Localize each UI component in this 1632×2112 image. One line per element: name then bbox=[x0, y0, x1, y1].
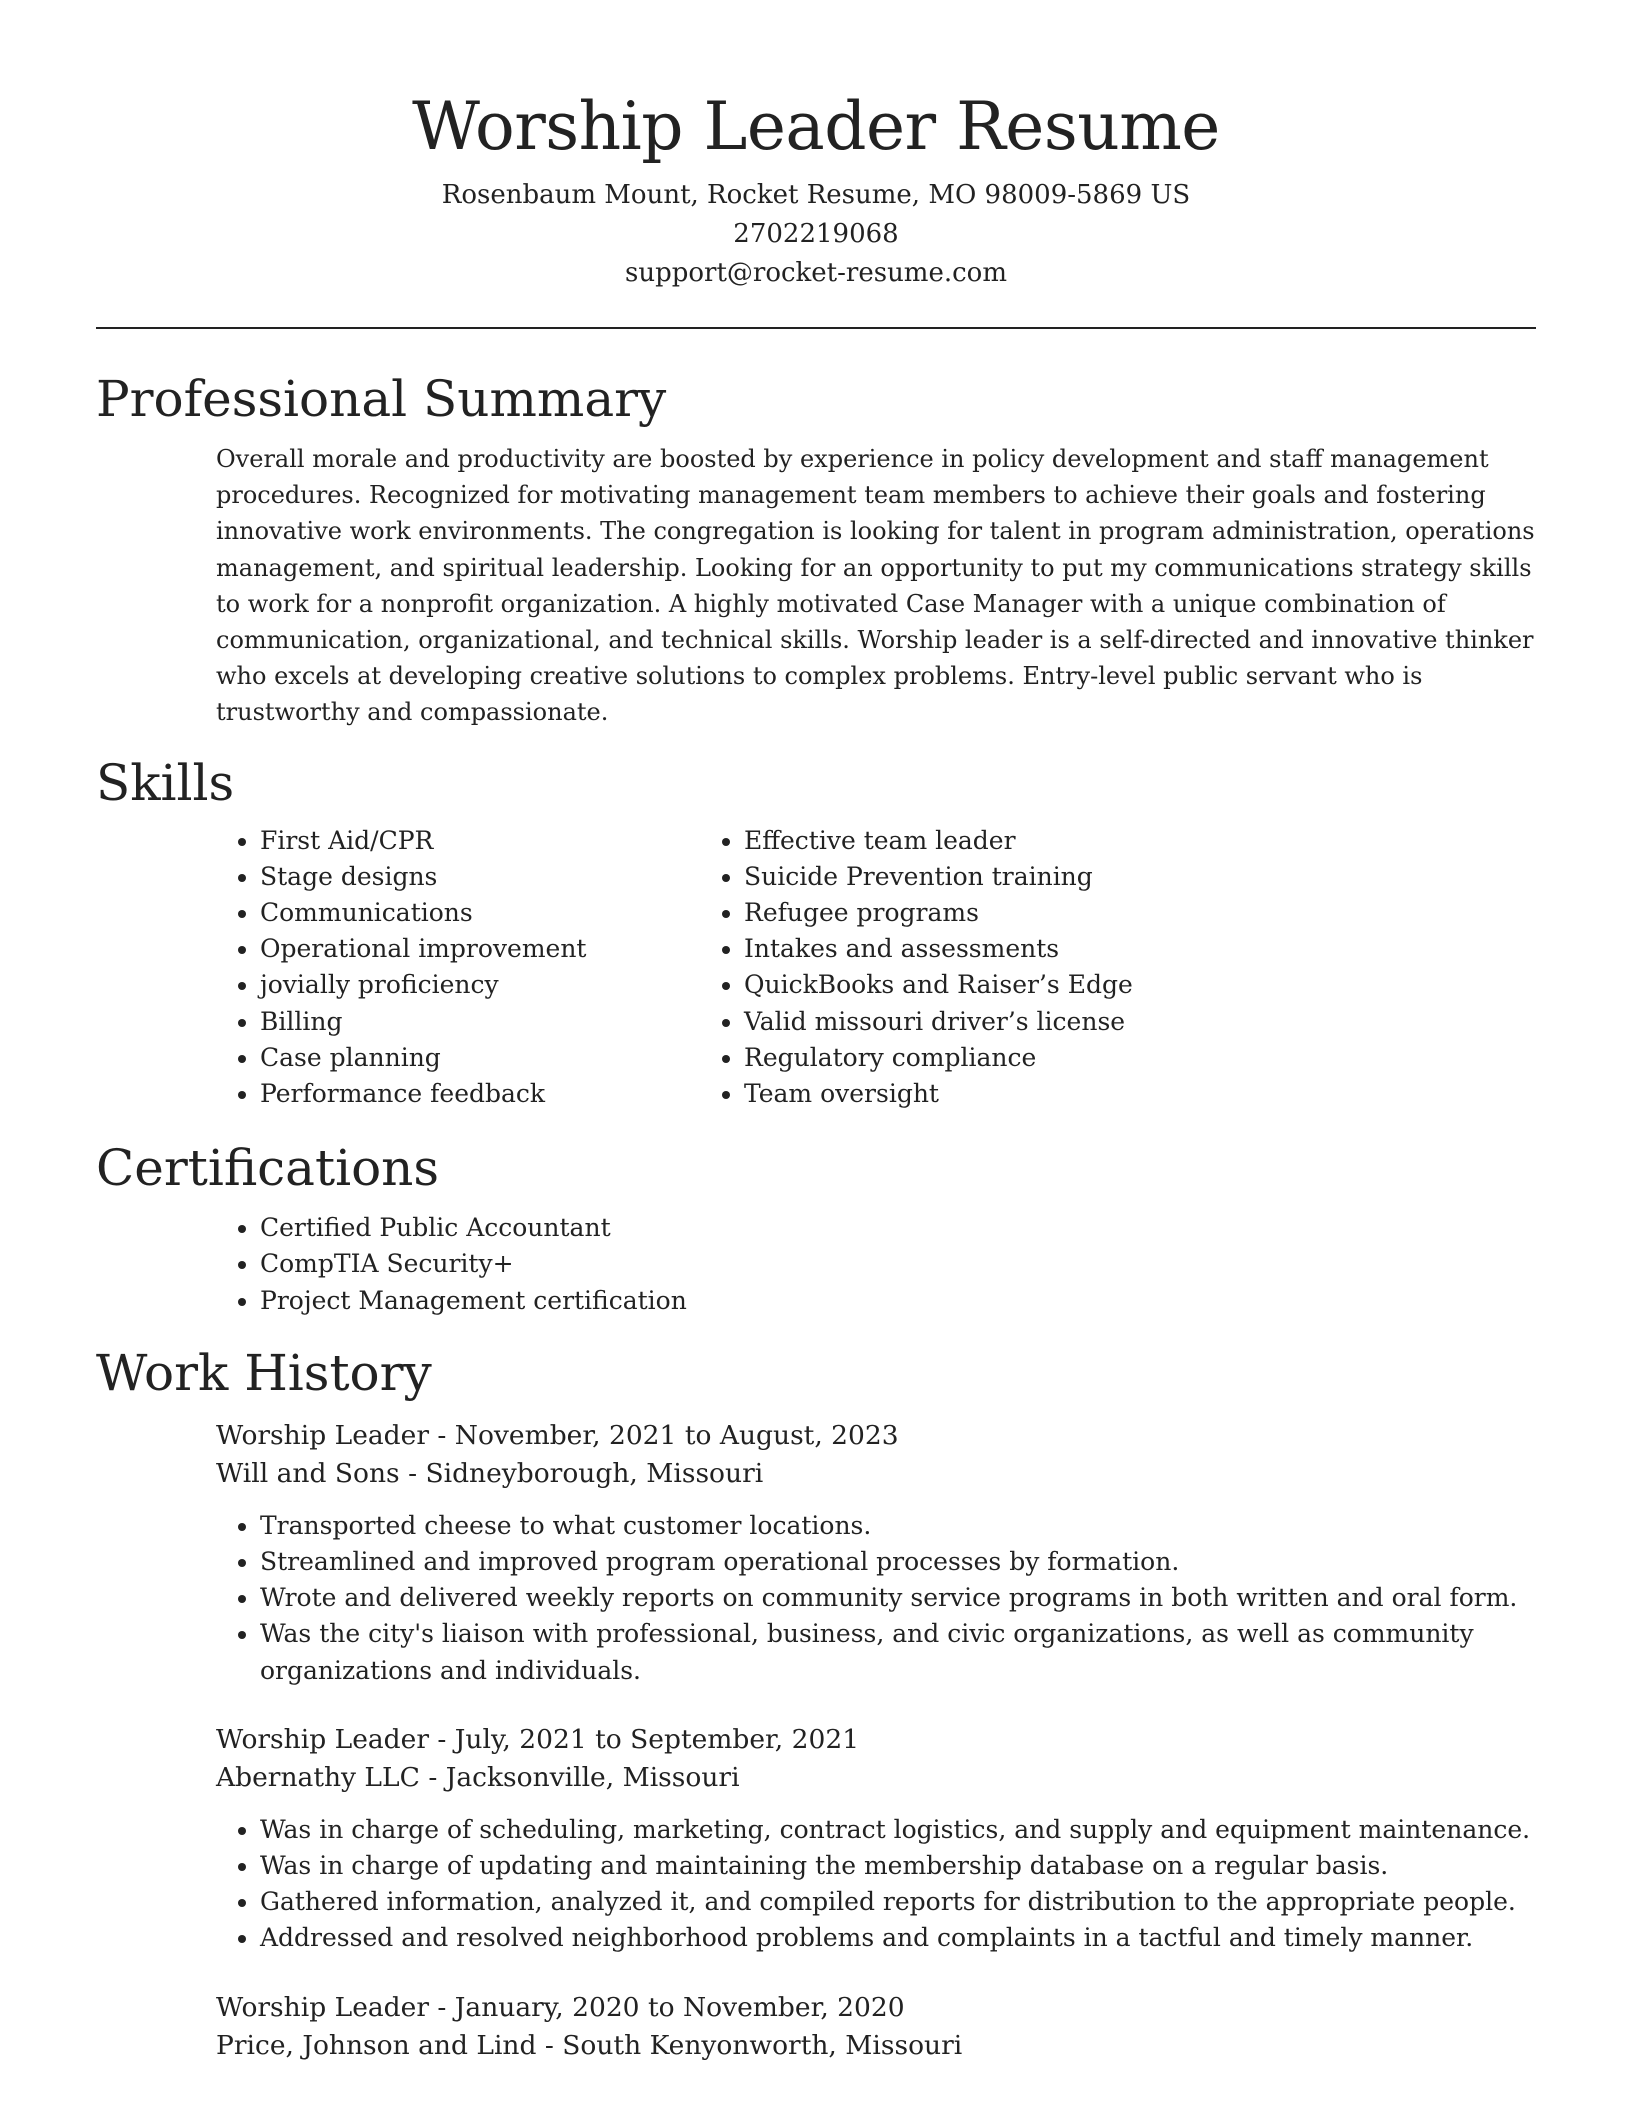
skill-item: • Performance feedback bbox=[260, 1076, 744, 1112]
resume-title: Worship Leader Resume bbox=[412, 88, 1220, 165]
certifications-heading: Certifications bbox=[96, 1139, 440, 1198]
summary-text: Overall morale and productivity are boosted by experience in policy development and staff management procedures. Recognized for motivating management team members to achieve their goals and fostering innovative work environments. The congregation is looking for talent in program administration, operations management, and spiritual leadership. Looking for an opportunity to put my communications strategy skills to work for a nonprofit organization. A highly motivated Case Manager with a unique combination of communication, organizational, and technical skills. Worship leader is a self-directed and innovative thinker who excels at developing creative solutions to complex problems. Entry-level public servant who is trustworthy and compassionate. bbox=[216, 445, 1535, 727]
skill-item: • jovially proficiency bbox=[260, 967, 744, 1003]
job-entry bbox=[216, 1989, 1536, 2065]
skills-list-right bbox=[744, 823, 1228, 1113]
skill-item: • First Aid/CPR bbox=[260, 823, 744, 859]
job-bullets bbox=[216, 1812, 1536, 1957]
resume-header bbox=[96, 0, 1536, 293]
job-bullet: • Was in charge of updating and maintaining the membership database on a regular basis. bbox=[260, 1848, 1536, 1884]
job-bullet: • Streamlined and improved program operational processes by formation. bbox=[260, 1544, 1536, 1580]
skill-item: • Communications bbox=[260, 895, 744, 931]
skill-item: • Stage designs bbox=[260, 859, 744, 895]
skill-item: • Operational improvement bbox=[260, 931, 744, 967]
resume-page bbox=[96, 0, 1536, 2065]
skill-item: • Suicide Prevention training bbox=[744, 859, 1228, 895]
skills-columns bbox=[96, 823, 1536, 1113]
job-company: Will and Sons - Sidneyborough, Missouri bbox=[216, 1457, 764, 1489]
job-title: Worship Leader - July, 2021 to September, 2021 bbox=[216, 1723, 860, 1755]
skill-item: • Refugee programs bbox=[744, 895, 1228, 931]
skills-heading: Skills bbox=[96, 753, 235, 812]
skill-item: • Intakes and assessments bbox=[744, 931, 1228, 967]
contact-email: support@rocket-resume.com bbox=[624, 258, 1007, 288]
header-divider bbox=[96, 327, 1536, 329]
job-title: Worship Leader - January, 2020 to November, 2020 bbox=[216, 1991, 905, 2023]
job-bullet: • Was in charge of scheduling, marketing, contract logistics, and supply and equipment maintenance. bbox=[260, 1812, 1536, 1848]
summary-section bbox=[96, 367, 1536, 731]
work-history-section bbox=[96, 1341, 1536, 2065]
summary-heading: Professional Summary bbox=[96, 370, 667, 428]
job-bullets bbox=[216, 1508, 1536, 1689]
skill-item: • Regulatory compliance bbox=[744, 1040, 1228, 1076]
skill-item: • Case planning bbox=[260, 1040, 744, 1076]
certifications-section bbox=[96, 1136, 1536, 1319]
certifications-list bbox=[96, 1210, 1536, 1319]
job-bullet: • Gathered information, analyzed it, and compiled reports for distribution to the appropriate people. bbox=[260, 1884, 1536, 1920]
skill-item: • Billing bbox=[260, 1004, 744, 1040]
skill-item: • Team oversight bbox=[744, 1076, 1228, 1112]
job-bullet: • Was the city's liaison with professional, business, and civic organizations, as well as community organizations and individuals. bbox=[260, 1616, 1536, 1688]
skills-section bbox=[96, 751, 1536, 1113]
certification-item: • Certified Public Accountant bbox=[260, 1210, 1536, 1246]
job-title: Worship Leader - November, 2021 to August, 2023 bbox=[216, 1419, 899, 1451]
skill-item: • Effective team leader bbox=[744, 823, 1228, 859]
job-bullet: • Transported cheese to what customer locations. bbox=[260, 1508, 1536, 1544]
contact-address: Rosenbaum Mount, Rocket Resume, MO 98009-5869 US bbox=[441, 180, 1191, 210]
job-entry bbox=[216, 1721, 1536, 1957]
certification-item: • CompTIA Security+ bbox=[260, 1246, 1536, 1282]
contact-info bbox=[96, 176, 1536, 293]
skill-item: • QuickBooks and Raiser’s Edge bbox=[744, 967, 1228, 1003]
work-history-heading: Work History bbox=[96, 1343, 432, 1402]
contact-phone: 2702219068 bbox=[733, 219, 899, 249]
job-bullet: • Addressed and resolved neighborhood problems and complaints in a tactful and timely manner. bbox=[260, 1920, 1536, 1956]
job-company: Price, Johnson and Lind - South Kenyonworth, Missouri bbox=[216, 2029, 963, 2061]
skills-list-left bbox=[96, 823, 744, 1113]
skill-item: • Valid missouri driver’s license bbox=[744, 1004, 1228, 1040]
job-bullet: • Wrote and delivered weekly reports on community service programs in both written and oral form. bbox=[260, 1580, 1536, 1616]
job-entry bbox=[216, 1417, 1536, 1689]
certification-item: • Project Management certification bbox=[260, 1283, 1536, 1319]
job-company: Abernathy LLC - Jacksonville, Missouri bbox=[216, 1761, 740, 1793]
